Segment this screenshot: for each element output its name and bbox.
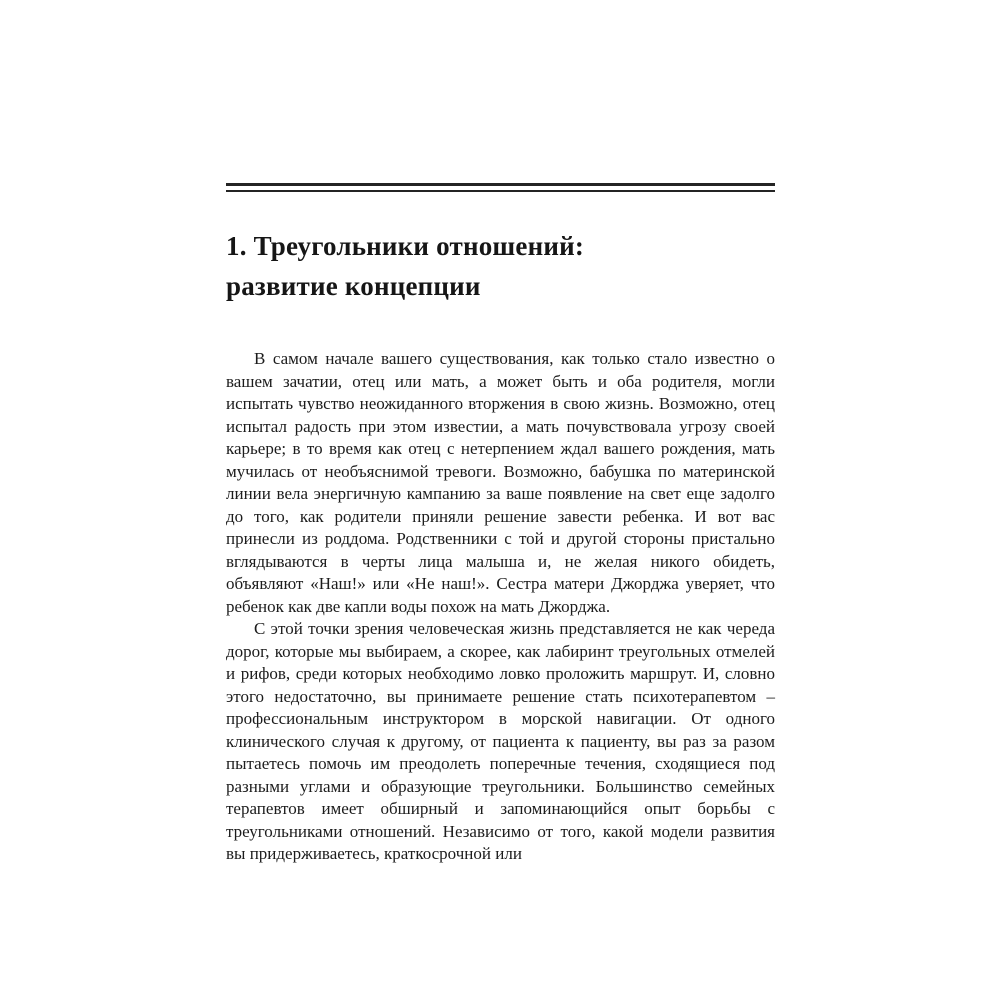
chapter-heading-line2: развитие концепции — [226, 271, 481, 301]
decorative-double-rule — [226, 183, 775, 192]
chapter-body — [226, 348, 775, 866]
chapter-heading — [226, 226, 775, 306]
paragraph-1: В самом начале вашего существования, как только стало известно о вашем зачатии, отец или мать, а может быть и оба родителя, могли испытать чувство неожиданного вторжения в свою жизнь. Возможно, отец испытал радость при этом известии, а мать почувствовала угрозу своей карьере; в то время как отец с нетерпением ждал вашего рождения, мать мучилась от необъяснимой тревоги. Возможно, бабушка по материнской линии вела энергичную кампанию за ваше появление на свет еще задолго до того, как родители приняли решение завести ребенка. И вот вас принесли из роддома. Родственники с той и другой стороны пристально вглядываются в черты лица малыша и, не желая никого обидеть, объявляют «Наш!» или «Не наш!». Сестра матери Джорджа уверяет, что ребенок как две капли воды похож на мать Джорджа. — [226, 349, 775, 616]
paragraph-2: С этой точки зрения человеческая жизнь представляется не как череда дорог, которые мы выбираем, а скорее, как лабиринт треугольных отмелей и рифов, среди которых необходимо ловко проложить маршрут. И, словно этого недостаточно, вы принимаете решение стать психотерапевтом – профессиональным инструктором в морской навигации. От одного клинического случая к другому, от пациента к пациенту, вы раз за разом пытаетесь помочь им преодолеть поперечные течения, сходящиеся под разными углами и образующие треугольники. Большинство семейных терапевтов имеет обширный и запоминающийся опыт борьбы с треугольниками отношений. Независимо от того, какой модели развития вы придерживаетесь, краткосрочной или — [226, 619, 775, 863]
rule-line-top — [226, 183, 775, 186]
chapter-heading-line1: 1. Треугольники отношений: — [226, 231, 585, 261]
text-column — [226, 183, 775, 866]
rule-line-bottom — [226, 190, 775, 192]
